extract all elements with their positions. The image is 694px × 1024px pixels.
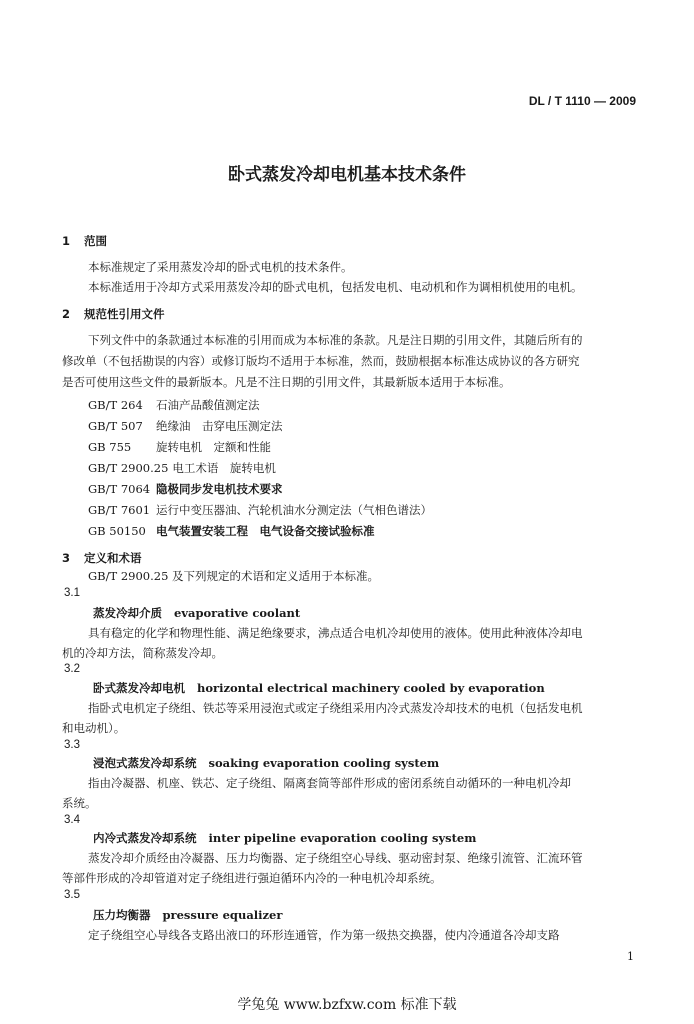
section-number: 2 xyxy=(62,307,71,321)
term-heading xyxy=(93,830,476,846)
term-number: 3.4 xyxy=(64,814,80,826)
paragraph: 本标准适用于冷却方式采用蒸发冷却的卧式电机，包括发电机、电动机和作为调相机使用的电机。 xyxy=(88,280,583,294)
reference-name: 运行中变压器油、汽轮机油水分测定法（气相色谱法） xyxy=(156,503,432,517)
paragraph-line: 修改单（不包括勘误的内容）或修订版均不适用于本标准，然而，鼓励根据本标准达成协议的各方研究 xyxy=(62,354,580,368)
reference-item xyxy=(88,481,283,497)
definition-line: 系统。 xyxy=(62,796,97,810)
section-number: 3 xyxy=(62,551,71,565)
reference-item xyxy=(88,397,260,413)
section-title: 规范性引用文件 xyxy=(84,307,165,321)
reference-name: 电气装置安装工程 电气设备交接试验标准 xyxy=(156,524,375,538)
reference-code: GB/T 264 xyxy=(88,398,143,412)
reference-item xyxy=(88,502,432,518)
term-zh: 内冷式蒸发冷却系统 xyxy=(93,831,197,845)
term-heading xyxy=(93,755,439,771)
section-1-heading xyxy=(62,233,107,249)
standard-number: DL / T 1110 — 2009 xyxy=(528,94,636,108)
paragraph: GB/T 2900.25 及下列规定的术语和定义适用于本标准。 xyxy=(88,569,380,583)
term-en: horizontal electrical machinery cooled by evaporation xyxy=(197,681,545,695)
term-number: 3.3 xyxy=(64,739,80,751)
reference-code: GB 50150 xyxy=(88,524,146,538)
definition-line: 定子绕组空心导线各支路出液口的环形连通管，作为第一级热交换器，使内冷通道各冷却支路 xyxy=(88,928,560,942)
term-heading xyxy=(93,907,282,923)
term-en: evaporative coolant xyxy=(174,606,301,620)
definition-line: 具有稳定的化学和物理性能、满足绝缘要求，沸点适合电机冷却使用的液体。使用此种液体冷却电 xyxy=(88,626,583,640)
reference-code: GB/T 2900.25 xyxy=(88,461,169,475)
definition-line: 蒸发冷却介质经由冷凝器、压力均衡器、定子绕组空心导线、驱动密封泵、绝缘引流管、汇流环管 xyxy=(88,851,583,865)
reference-code: GB/T 7064 xyxy=(88,482,151,496)
definition-line: 机的冷却方法，简称蒸发冷却。 xyxy=(62,646,223,660)
paragraph-line: 下列文件中的条款通过本标准的引用而成为本标准的条款。凡是注日期的引用文件，其随后所有的 xyxy=(88,333,583,347)
reference-name: 石油产品酸值测定法 xyxy=(156,398,260,412)
reference-item xyxy=(88,439,271,455)
term-en: pressure equalizer xyxy=(162,908,283,922)
term-zh: 卧式蒸发冷却电机 xyxy=(93,681,185,695)
paragraph: 本标准规定了采用蒸发冷却的卧式电机的技术条件。 xyxy=(88,260,353,274)
reference-item xyxy=(88,523,375,539)
term-number: 3.5 xyxy=(64,889,80,901)
term-zh: 浸泡式蒸发冷却系统 xyxy=(93,756,197,770)
section-3-heading xyxy=(62,550,142,566)
reference-item xyxy=(88,460,276,476)
section-title: 范围 xyxy=(84,234,107,248)
term-en: soaking evaporation cooling system xyxy=(208,756,440,770)
term-zh: 压力均衡器 xyxy=(93,908,151,922)
section-title: 定义和术语 xyxy=(84,551,142,565)
paragraph-line: 是否可使用这些文件的最新版本。凡是不注日期的引用文件，其最新版本适用于本标准。 xyxy=(62,375,511,389)
reference-name: 旋转电机 定额和性能 xyxy=(156,440,271,454)
reference-code: GB/T 507 xyxy=(88,419,143,433)
term-en: inter pipeline evaporation cooling system xyxy=(208,831,477,845)
definition-line: 指卧式电机定子绕组、铁芯等采用浸泡式或定子绕组采用内冷式蒸发冷却技术的电机（包括发电机 xyxy=(88,701,583,715)
reference-code: GB 755 xyxy=(88,440,132,454)
document-title: 卧式蒸发冷却电机基本技术条件 xyxy=(228,165,466,185)
term-heading xyxy=(93,680,545,696)
definition-line: 指由冷凝器、机座、铁芯、定子绕组、隔离套筒等部件形成的密闭系统自动循环的一种电机冷却 xyxy=(88,776,571,790)
reference-code: GB/T 7601 xyxy=(88,503,151,517)
footer-watermark: 学兔兔 www.bzfxw.com 标准下载 xyxy=(237,997,457,1013)
term-number: 3.1 xyxy=(64,587,80,599)
page-number: 1 xyxy=(627,950,634,963)
term-zh: 蒸发冷却介质 xyxy=(93,606,162,620)
term-heading xyxy=(93,605,300,621)
reference-name: 绝缘油 击穿电压测定法 xyxy=(156,419,283,433)
definition-line: 和电动机）。 xyxy=(62,721,126,735)
reference-item xyxy=(88,418,283,434)
reference-name: 隐极同步发电机技术要求 xyxy=(156,482,283,496)
definition-line: 等部件形成的冷却管道对定子绕组进行强迫循环内冷的一种电机冷却系统。 xyxy=(62,871,442,885)
section-number: 1 xyxy=(62,234,71,248)
term-number: 3.2 xyxy=(64,663,80,675)
section-2-heading xyxy=(62,306,165,322)
reference-name: 电工术语 旋转电机 xyxy=(172,461,276,475)
